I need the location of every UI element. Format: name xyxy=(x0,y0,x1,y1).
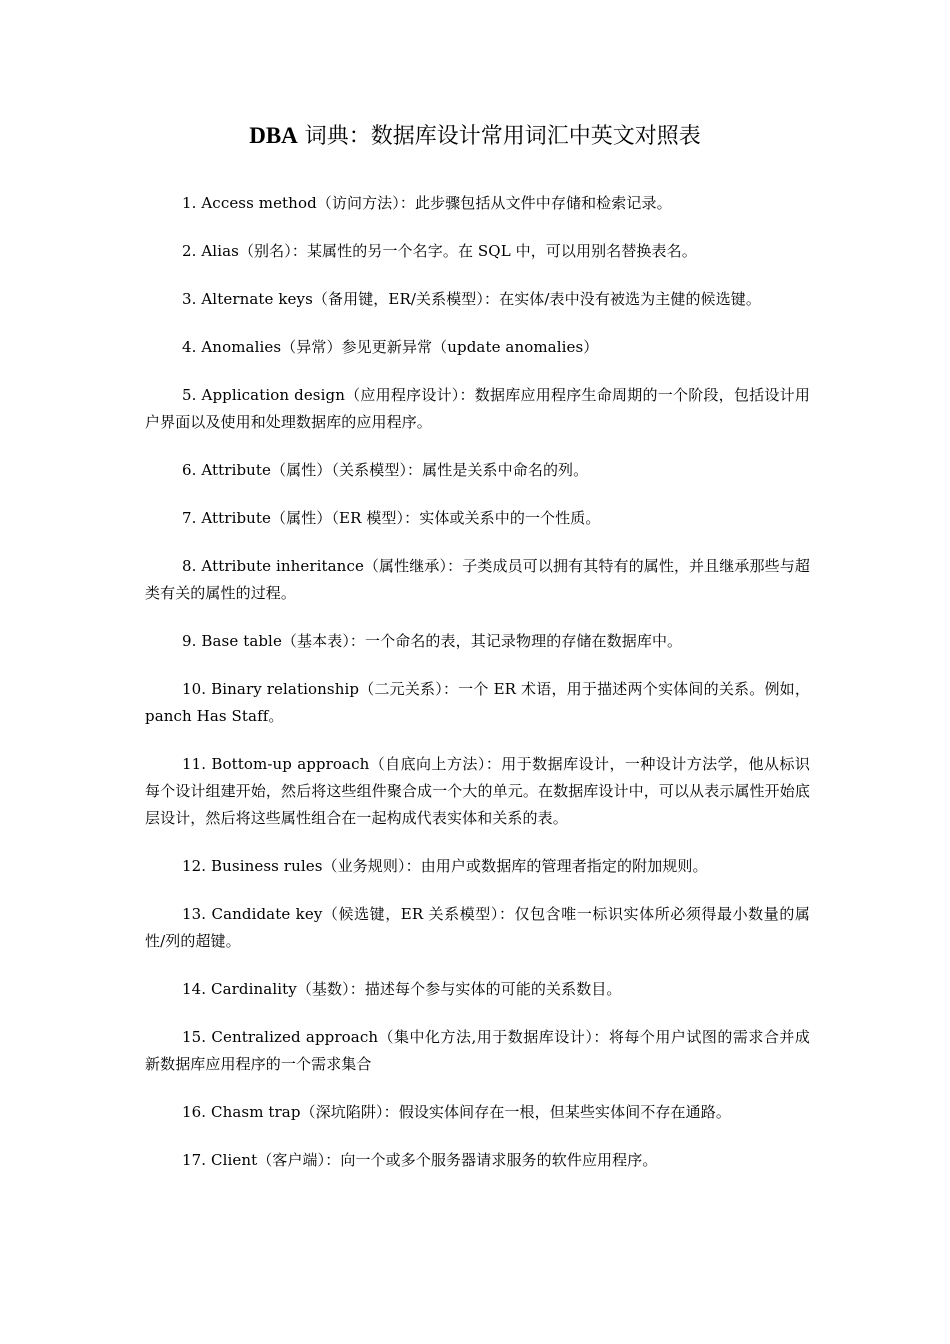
glossary-entry: 8. Attribute inheritance（属性继承）：子类成员可以拥有其特有的属性，并且继承那些与超类有关的属性的过程。 xyxy=(145,557,810,602)
glossary-entry: 10. Binary relationship（二元关系）：一个 ER 术语，用于描述两个实体间的关系。例如，panch Has Staff。 xyxy=(145,680,810,725)
glossary-entry: 4. Anomalies（异常）参见更新异常（update anomalies） xyxy=(182,338,599,356)
glossary-entry: 7. Attribute（属性）（ER 模型）：实体或关系中的一个性质。 xyxy=(182,509,601,527)
glossary-entry: 17. Client（客户端）：向一个或多个服务器请求服务的软件应用程序。 xyxy=(182,1151,658,1169)
glossary-list xyxy=(145,190,810,1195)
glossary-entry: 14. Cardinality（基数）：描述每个参与实体的可能的关系数目。 xyxy=(182,980,622,998)
glossary-entry: 16. Chasm trap（深坑陷阱）：假设实体间存在一根，但某些实体间不存在通路。 xyxy=(182,1103,731,1121)
document-title-text: 词典：数据库设计常用词汇中英文对照表 xyxy=(297,124,701,149)
document-title-prefix: DBA xyxy=(249,123,298,148)
document-title xyxy=(0,120,950,153)
glossary-entry: 5. Application design（应用程序设计）：数据库应用程序生命周期的一个阶段，包括设计用户界面以及使用和处理数据库的应用程序。 xyxy=(145,386,810,431)
glossary-entry: 1. Access method（访问方法）：此步骤包括从文件中存储和检索记录。 xyxy=(182,194,672,212)
glossary-entry: 2. Alias（别名）：某属性的另一个名字。在 SQL 中，可以用别名替换表名。 xyxy=(182,242,697,260)
glossary-entry: 15. Centralized approach（集中化方法,用于数据库设计）：将每个用户试图的需求合并成新数据库应用程序的一个需求集合 xyxy=(145,1028,810,1073)
glossary-entry: 13. Candidate key（候选键，ER 关系模型）：仅包含唯一标识实体所必须得最小数量的属性/列的超键。 xyxy=(145,905,810,950)
glossary-entry: 6. Attribute（属性）（关系模型）：属性是关系中命名的列。 xyxy=(182,461,589,479)
glossary-entry: 9. Base table（基本表）：一个命名的表，其记录物理的存储在数据库中。 xyxy=(182,632,683,650)
glossary-entry: 12. Business rules（业务规则）：由用户或数据库的管理者指定的附加规则。 xyxy=(182,857,708,875)
glossary-entry: 11. Bottom-up approach（自底向上方法）：用于数据库设计，一种设计方法学，他从标识每个设计组建开始，然后将这些组件聚合成一个大的单元。在数据库设计中，可以从表示属性开始底层设计，然后将这些属性组合在一起构成代表实体和关系的表。 xyxy=(145,755,810,827)
glossary-entry: 3. Alternate keys（备用键，ER/关系模型）：在实体/表中没有被选为主健的候选键。 xyxy=(182,290,761,308)
